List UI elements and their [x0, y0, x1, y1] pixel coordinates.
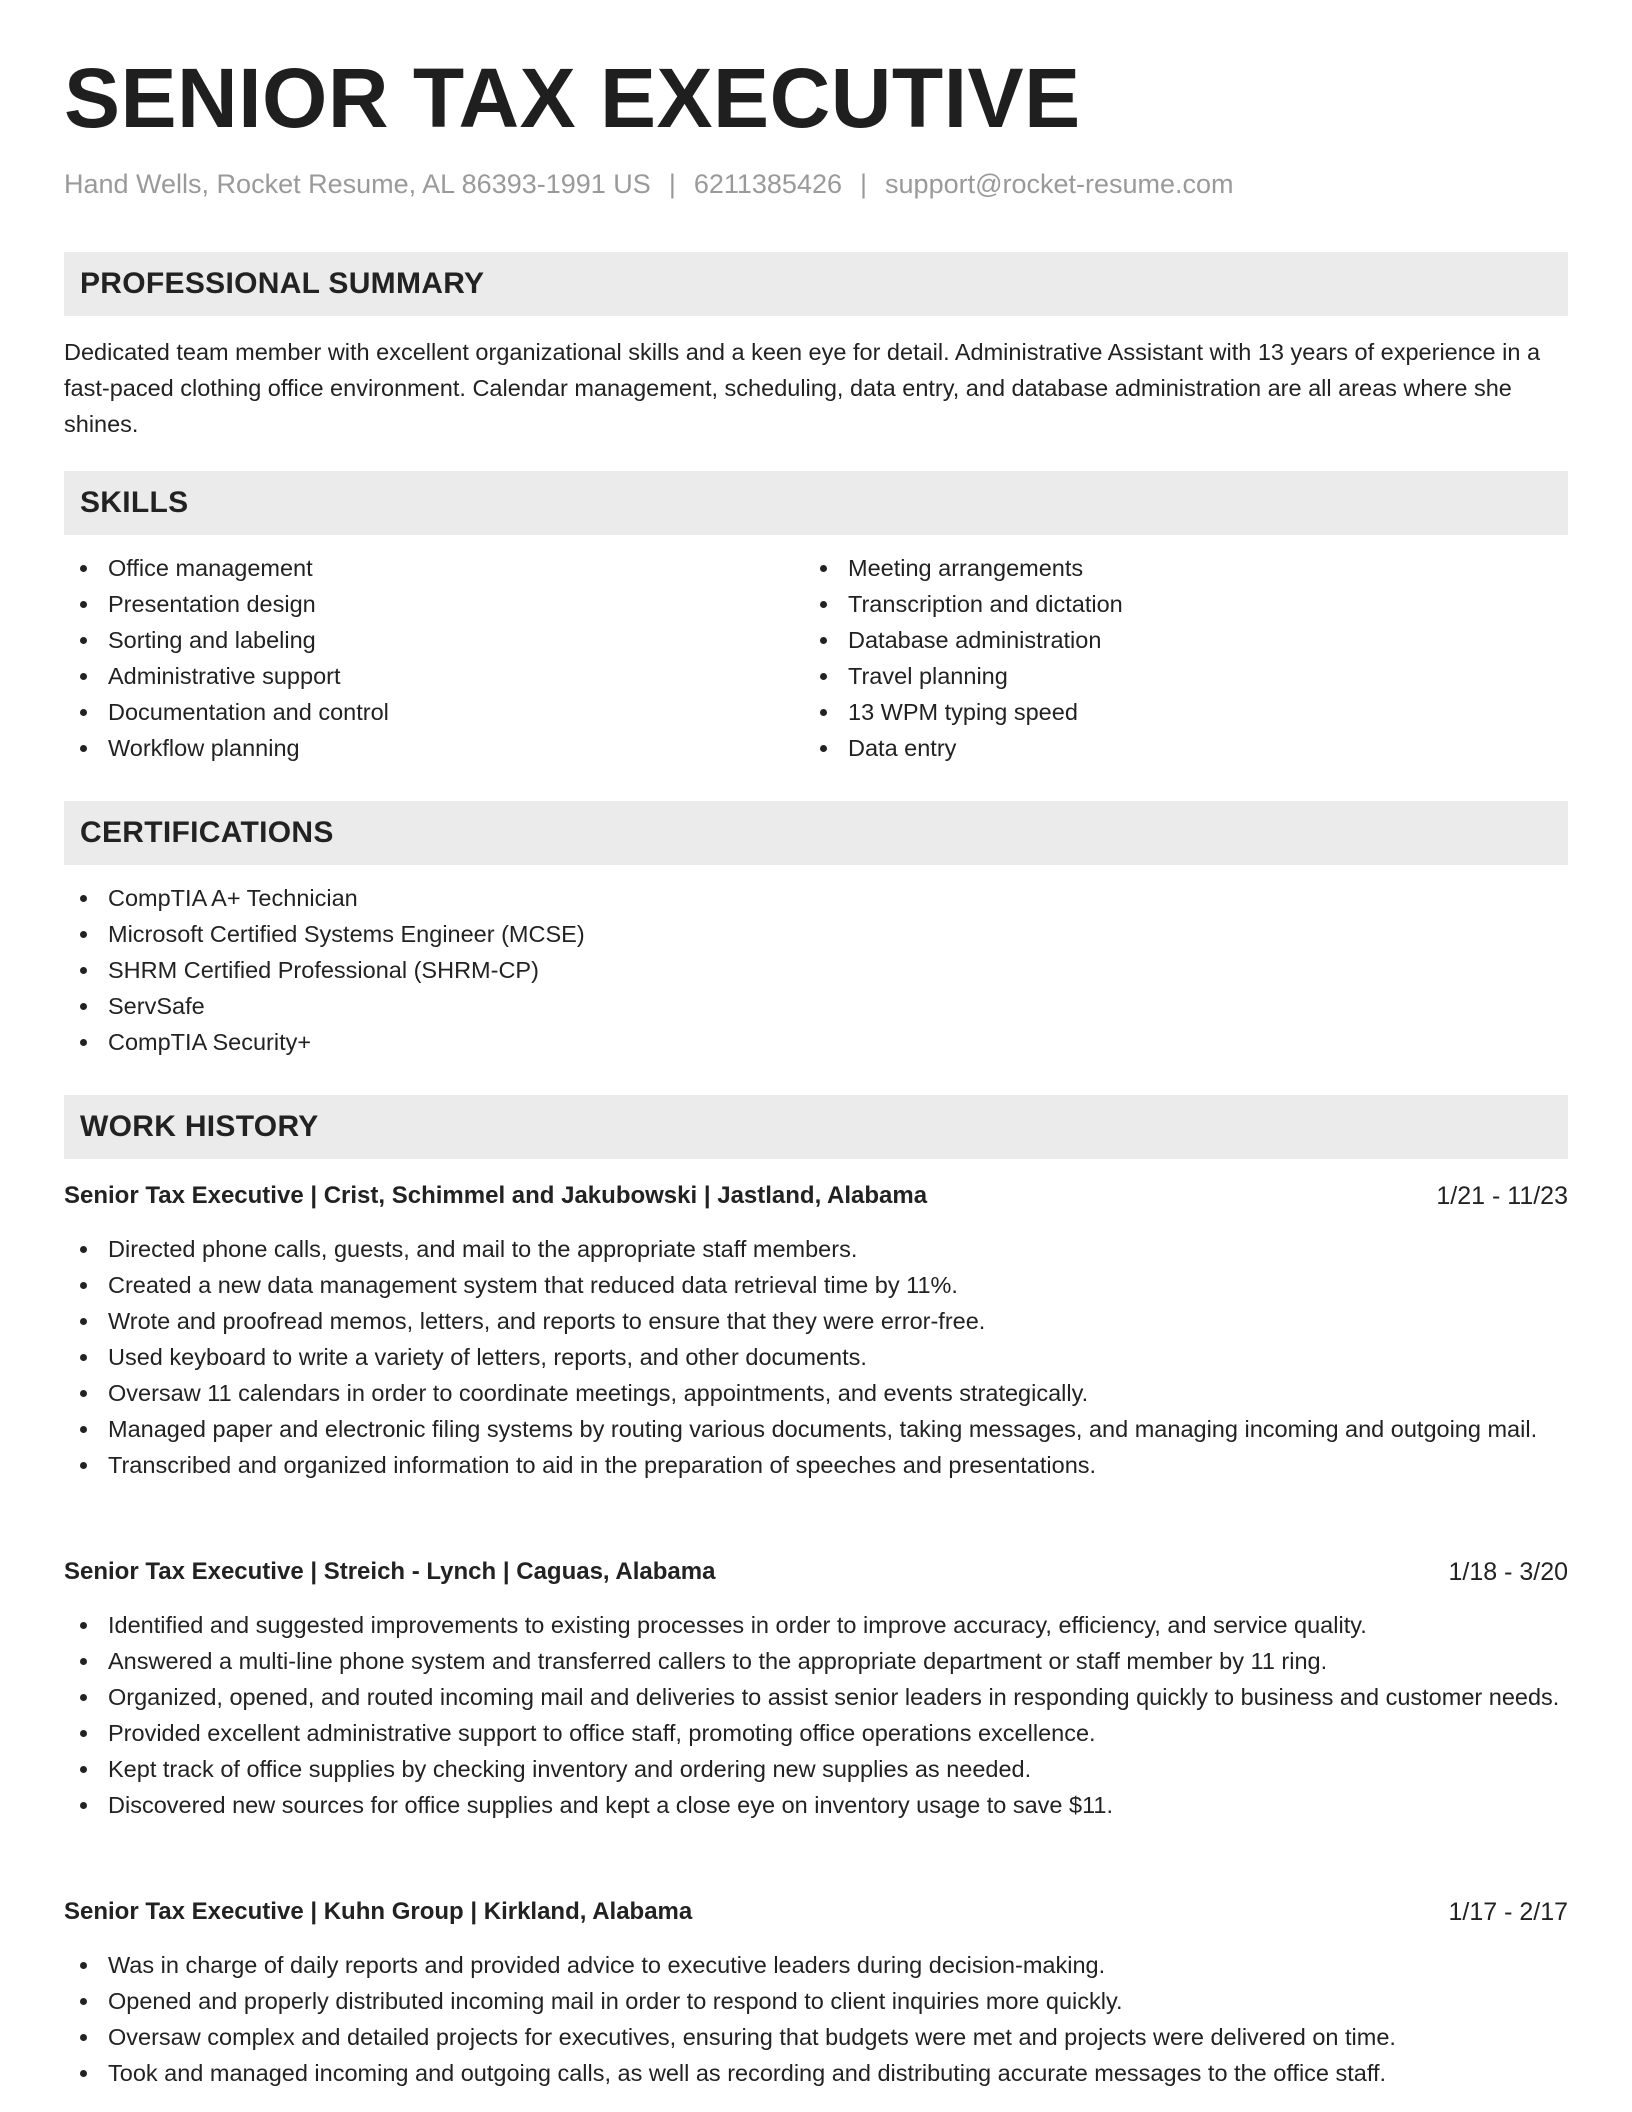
skill-item: Presentation design	[64, 586, 804, 622]
job-bullet: Transcribed and organized information to aid in the preparation of speeches and presentations.	[64, 1447, 1568, 1483]
section-header-skills: SKILLS	[64, 471, 1568, 535]
job-bullet: Used keyboard to write a variety of letters, reports, and other documents.	[64, 1339, 1568, 1375]
job-bullet: Oversaw complex and detailed projects for executives, ensuring that budgets were met and projects were delivered on time.	[64, 2019, 1568, 2055]
job-bullets	[64, 1231, 1568, 1483]
job-bullet: Kept track of office supplies by checking inventory and ordering new supplies as needed.	[64, 1751, 1568, 1787]
job-bullet: Wrote and proofread memos, letters, and reports to ensure that they were error-free.	[64, 1303, 1568, 1339]
skill-item: Travel planning	[804, 658, 1568, 694]
job-bullet: Identified and suggested improvements to existing processes in order to improve accuracy, efficiency, and service quality.	[64, 1607, 1568, 1643]
contact-email: support@rocket-resume.com	[885, 169, 1234, 199]
job-dates: 1/18 - 3/20	[1448, 1558, 1568, 1586]
contact-separator: |	[860, 169, 868, 199]
job-bullet: Took and managed incoming and outgoing calls, as well as recording and distributing accurate messages to the office staff.	[64, 2055, 1568, 2091]
skill-item: Documentation and control	[64, 694, 804, 730]
section-header-certifications: CERTIFICATIONS	[64, 801, 1568, 865]
skill-item: Data entry	[804, 730, 1568, 766]
job-bullet: Organized, opened, and routed incoming mail and deliveries to assist senior leaders in responding quickly to business and customer needs.	[64, 1679, 1568, 1715]
skills-list-left	[64, 550, 804, 766]
job-bullet: Discovered new sources for office supplies and kept a close eye on inventory usage to save $11.	[64, 1787, 1568, 1823]
job-heading	[64, 1554, 1568, 1590]
certification-item: Microsoft Certified Systems Engineer (MCSE)	[64, 916, 1568, 952]
job-dates: 1/21 - 11/23	[1436, 1182, 1568, 1210]
certifications-list	[64, 880, 1568, 1060]
job-bullet: Was in charge of daily reports and provided advice to executive leaders during decision-making.	[64, 1947, 1568, 1983]
page-title: SENIOR TAX EXECUTIVE	[64, 51, 1081, 145]
certification-item: ServSafe	[64, 988, 1568, 1024]
job-bullets	[64, 1607, 1568, 1823]
certification-item: SHRM Certified Professional (SHRM-CP)	[64, 952, 1568, 988]
job-bullet: Oversaw 11 calendars in order to coordinate meetings, appointments, and events strategically.	[64, 1375, 1568, 1411]
section-header-summary: PROFESSIONAL SUMMARY	[64, 252, 1568, 316]
contact-phone: 6211385426	[693, 169, 843, 199]
job-bullet: Directed phone calls, guests, and mail to the appropriate staff members.	[64, 1231, 1568, 1267]
contact-line	[64, 166, 1234, 202]
skill-item: 13 WPM typing speed	[804, 694, 1568, 730]
job-dates: 1/17 - 2/17	[1448, 1898, 1568, 1926]
skill-item: Sorting and labeling	[64, 622, 804, 658]
job-bullets	[64, 1947, 1568, 2091]
skill-item: Database administration	[804, 622, 1568, 658]
job-title: Senior Tax Executive | Crist, Schimmel and Jakubowski | Jastland, Alabama	[64, 1182, 928, 1209]
section-header-work-history: WORK HISTORY	[64, 1095, 1568, 1159]
skill-item: Workflow planning	[64, 730, 804, 766]
certification-item: CompTIA A+ Technician	[64, 880, 1568, 916]
skill-item: Office management	[64, 550, 804, 586]
job-heading	[64, 1894, 1568, 1930]
skill-item: Administrative support	[64, 658, 804, 694]
summary-text: Dedicated team member with excellent organizational skills and a keen eye for detail. Administrative Assistant with 13 years of experience in a fast-paced clothing office environment. Calendar management, scheduling, data entry, and database administration are all areas where she shines.	[64, 339, 1541, 437]
job-bullet: Provided excellent administrative support to office staff, promoting office operations excellence.	[64, 1715, 1568, 1751]
skill-item: Transcription and dictation	[804, 586, 1568, 622]
certification-item: CompTIA Security+	[64, 1024, 1568, 1060]
skills-list-right	[804, 550, 1568, 766]
job-bullet: Answered a multi-line phone system and transferred callers to the appropriate department or staff member by 11 ring.	[64, 1643, 1568, 1679]
job-bullet: Managed paper and electronic filing systems by routing various documents, taking messages, and managing incoming and outgoing mail.	[64, 1411, 1568, 1447]
job-bullet: Created a new data management system that reduced data retrieval time by 11%.	[64, 1267, 1568, 1303]
job-title: Senior Tax Executive | Streich - Lynch | Caguas, Alabama	[64, 1558, 716, 1585]
contact-address: Hand Wells, Rocket Resume, AL 86393-1991 US	[64, 169, 651, 199]
contact-separator: |	[668, 169, 676, 199]
job-title: Senior Tax Executive | Kuhn Group | Kirkland, Alabama	[64, 1898, 693, 1925]
job-bullet: Opened and properly distributed incoming mail in order to respond to client inquiries more quickly.	[64, 1983, 1568, 2019]
job-heading	[64, 1178, 1568, 1214]
skill-item: Meeting arrangements	[804, 550, 1568, 586]
